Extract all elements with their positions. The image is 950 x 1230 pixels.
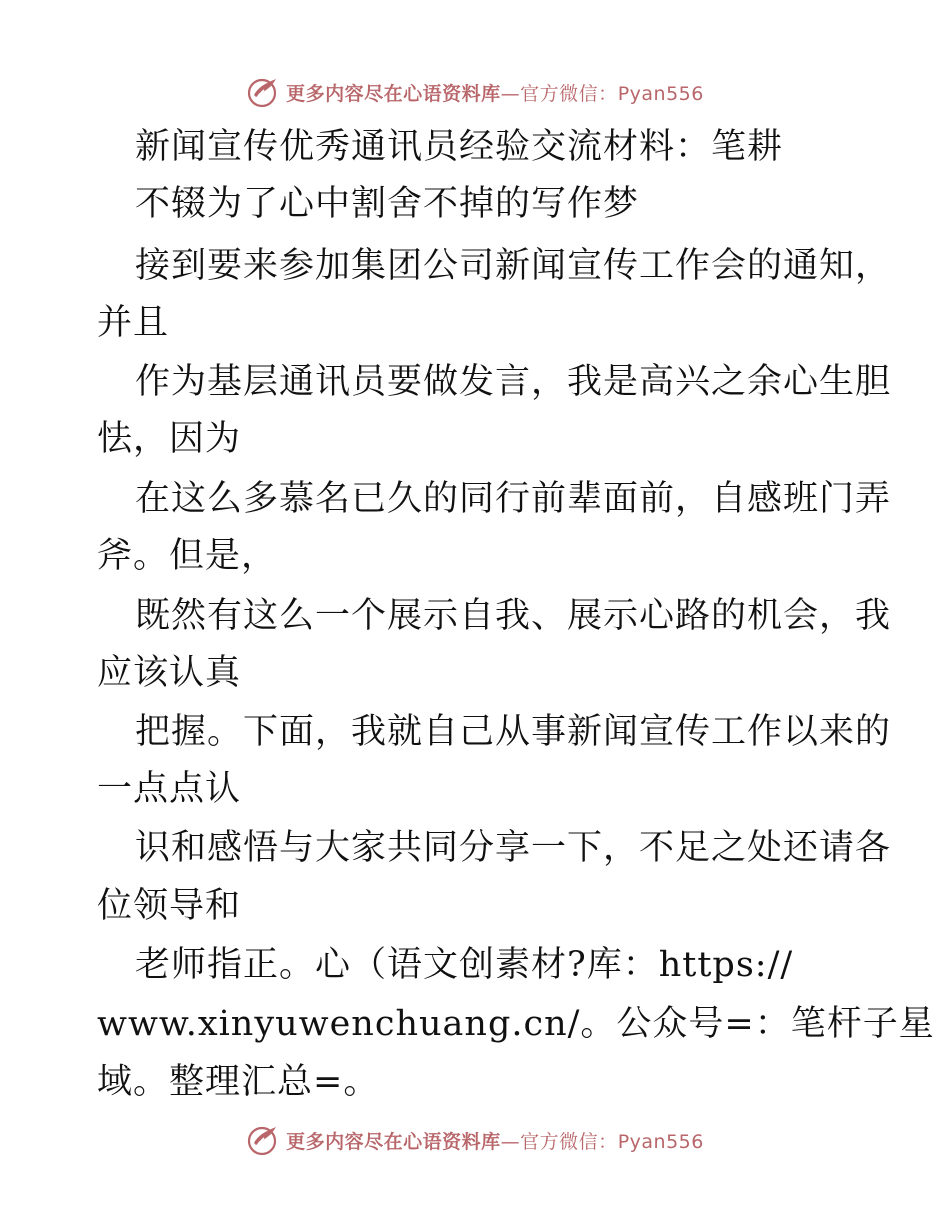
doc-line-8: 斧。但是， <box>97 536 278 576</box>
banner-main-text: 更多内容尽在心语资料库 <box>286 1130 501 1153</box>
doc-line-6: 怯，因为 <box>97 419 242 459</box>
doc-line-2: 不辍为了心中割舍不掉的写作梦 <box>135 184 640 224</box>
banner-separator: — <box>500 82 521 105</box>
doc-line-11: 把握。下面，我就自己从事新闻宣传工作以来的 <box>135 712 892 752</box>
pen-circle-logo-icon <box>246 1123 280 1157</box>
banner-wechat-label: 官方微信： <box>520 1130 618 1153</box>
doc-line-14: 位领导和 <box>97 886 242 926</box>
doc-line-9: 既然有这么一个展示自我、展示心路的机会，我 <box>135 596 892 636</box>
banner-wechat-id: Pyan556 <box>617 1130 704 1153</box>
doc-line-17: 域。整理汇总=。 <box>97 1062 380 1102</box>
footer-banner-text <box>286 1127 704 1154</box>
footer-banner <box>0 1120 950 1160</box>
doc-line-7: 在这么多慕名已久的同行前辈面前，自感班门弄 <box>135 479 892 519</box>
banner-main-text: 更多内容尽在心语资料库 <box>286 82 501 105</box>
banner-separator: — <box>500 1130 521 1153</box>
doc-line-3: 接到要来参加集团公司新闻宣传工作会的通知， <box>135 246 892 286</box>
doc-line-16: www.xinyuwenchuang.cn/。公众号=：笔杆子星 <box>97 1004 935 1044</box>
doc-line-5: 作为基层通讯员要做发言，我是高兴之余心生胆 <box>135 362 892 402</box>
doc-line-12: 一点点认 <box>97 769 242 809</box>
doc-line-10: 应该认真 <box>97 653 242 693</box>
doc-line-15: 老师指正。心（语文创素材?库：https:// <box>135 945 794 985</box>
doc-line-1: 新闻宣传优秀通讯员经验交流材料：笔耕 <box>135 127 784 167</box>
banner-wechat-id: Pyan556 <box>617 82 704 105</box>
doc-line-4: 并且 <box>97 303 170 343</box>
footer-banner-inner <box>246 1123 704 1157</box>
banner-wechat-label: 官方微信： <box>520 82 618 105</box>
doc-line-13: 识和感悟与大家共同分享一下，不足之处还请各 <box>135 828 892 868</box>
